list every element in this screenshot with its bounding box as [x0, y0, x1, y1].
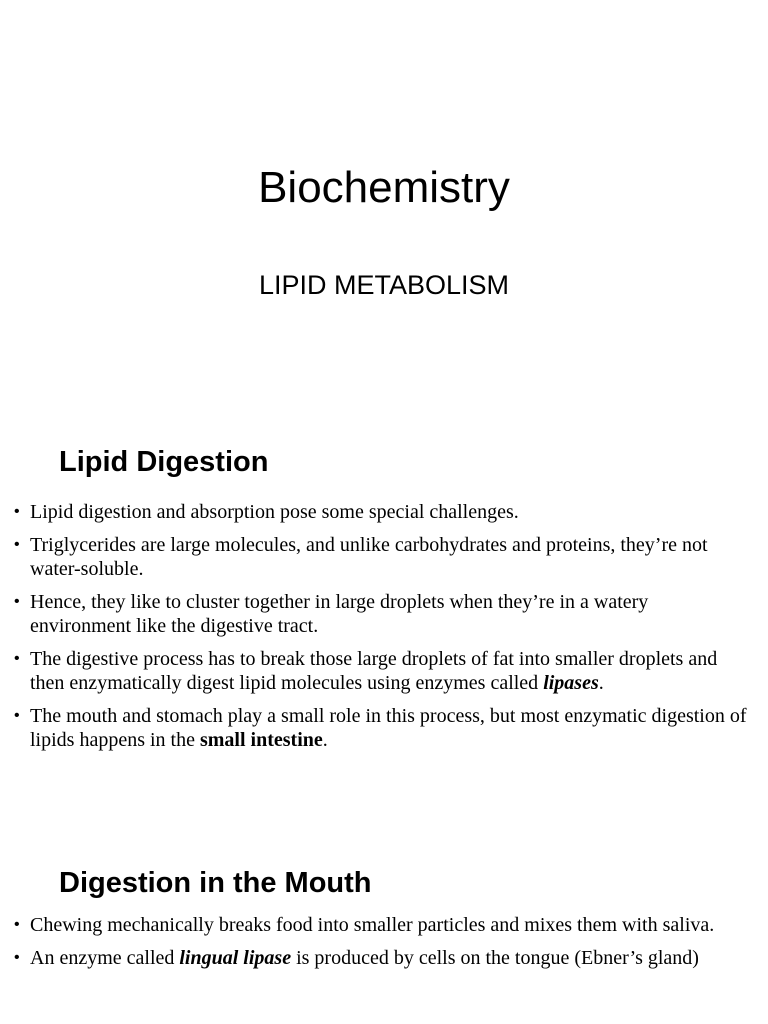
- bullet-text: Lipid digestion and absorption pose some special challenges.: [30, 501, 519, 523]
- bullet-icon: •: [14, 949, 20, 966]
- document-subtitle: LIPID METABOLISM: [258, 270, 510, 300]
- bullet-text-end: .: [322, 729, 328, 751]
- bullet-icon: •: [14, 503, 20, 520]
- list-item: [0, 913, 752, 937]
- section-heading-lipid-digestion: Lipid Digestion: [59, 446, 269, 478]
- section-heading-digestion-in-mouth: Digestion in the Mouth: [59, 867, 372, 899]
- term-lipases: lipases: [543, 672, 599, 694]
- list-item: [0, 946, 752, 970]
- bullet-icon: •: [14, 536, 20, 553]
- bullet-text-end: .: [598, 672, 604, 694]
- bullet-icon: •: [14, 707, 20, 724]
- bullet-text: The mouth and stomach play a small role in this process, but most enzymatic digestion of lipids happens in the: [30, 705, 747, 751]
- bullet-text: An enzyme called: [30, 947, 180, 969]
- bullet-icon: •: [14, 593, 20, 610]
- bullet-text: Triglycerides are large molecules, and unlike carbohydrates and proteins, they’re not water-soluble.: [30, 534, 708, 580]
- bullet-icon: •: [14, 916, 20, 933]
- bullet-text: Chewing mechanically breaks food into smaller particles and mixes them with saliva.: [30, 914, 715, 936]
- bullet-list-digestion-in-mouth: [0, 913, 752, 979]
- list-item: [0, 647, 752, 695]
- term-small-intestine: small intestine: [199, 729, 323, 751]
- list-item: [0, 590, 752, 638]
- bullet-list-lipid-digestion: [0, 500, 752, 761]
- bullet-text: The digestive process has to break those large droplets of fat into smaller droplets and then enzymatically digest lipid molecules using enzymes called: [30, 648, 718, 694]
- bullet-text: Hence, they like to cluster together in large droplets when they’re in a watery environment like the digestive tract.: [30, 591, 649, 637]
- list-item: [0, 704, 752, 752]
- list-item: [0, 533, 752, 581]
- bullet-icon: •: [14, 650, 20, 667]
- list-item: [0, 500, 752, 524]
- document-title: Biochemistry: [258, 163, 510, 212]
- bullet-text-end: is produced by cells on the tongue (Ebner’s gland): [291, 947, 699, 969]
- term-lingual-lipase: lingual lipase: [179, 947, 292, 969]
